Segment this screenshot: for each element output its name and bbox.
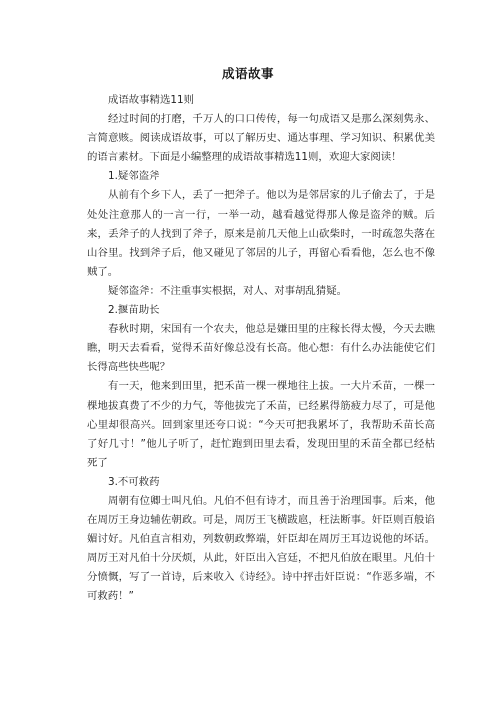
paragraph-story-2b: 有一天，他来到田里，把禾苗一棵一棵地往上拔。一大片禾苗，一棵一棵地拔真费了不少的力气，等他拔完了禾苗，已经累得筋疲力尽了，可是他心里却很高兴。回到家里还夸口说：“今天可把我累坏了，我帮助禾苗长高了好几寸！”他儿子听了，赶忙跑到田里去看，发现田里的禾苗全都已经枯死了 — [87, 380, 435, 469]
paragraph-intro-heading: 成语故事精选11则 — [108, 94, 194, 106]
paragraph-meaning-1: 疑邻盗斧：不注重事实根据，对人、对事胡乱猜疑。 — [108, 284, 347, 297]
paragraph-story-1: 从前有个乡下人，丢了一把斧子。他以为是邻居家的儿子偷去了，于是处处注意那人的一言一行，一举一动，越看越觉得那人像是盗斧的贼。后来，丢斧子的人找到了斧子，原来是前几天他上山砍柴时，一时疏忽失落在山谷里。找到斧子后，他又碰见了邻居的儿子，再留心看看他，怎么也不像贼了。 — [87, 189, 435, 278]
paragraph-intro: 经过时间的打磨，千万人的口口传传，每一句成语又是那么深刻隽永、言简意赅。阅读成语故事，可以了解历史、通达事理、学习知识、积累优美的语言素材。下面是小编整理的成语故事精选11则，欢迎大家阅读！ — [87, 113, 435, 164]
section-heading-1: 1.疑邻盗斧 — [108, 170, 160, 183]
paragraph-story-2a: 春秋时期，宋国有一个农夫，他总是嫌田里的庄稼长得太慢，今天去瞧瞧，明天去看看，觉得禾苗好像总没有长高。他心想：有什么办法能使它们长得高些快些呢？ — [87, 323, 435, 374]
document-body — [87, 91, 435, 607]
document-title: 成语故事 — [221, 66, 274, 81]
section-heading-2: 2.揠苗助长 — [108, 304, 160, 317]
paragraph-story-3: 周朝有位卿士叫凡伯。凡伯不但有诗才，而且善于治理国事。后来，他在周厉王身边辅佐朝政。可是，周厉王飞横跋扈，枉法断事。奸臣则百般谄媚讨好。凡伯直言相劝，列数朝政弊端，奸臣却在周厉王耳边说他的坏话。周厉王对凡伯十分厌烦，从此，奸臣出入宫廷，不把凡伯放在眼里。凡伯十分愤慨，写了一首诗，后来收入《诗经》。诗中抨击奸臣说：“作恶多端，不可救药！” — [87, 494, 435, 603]
section-heading-3: 3.不可救药 — [108, 475, 160, 488]
